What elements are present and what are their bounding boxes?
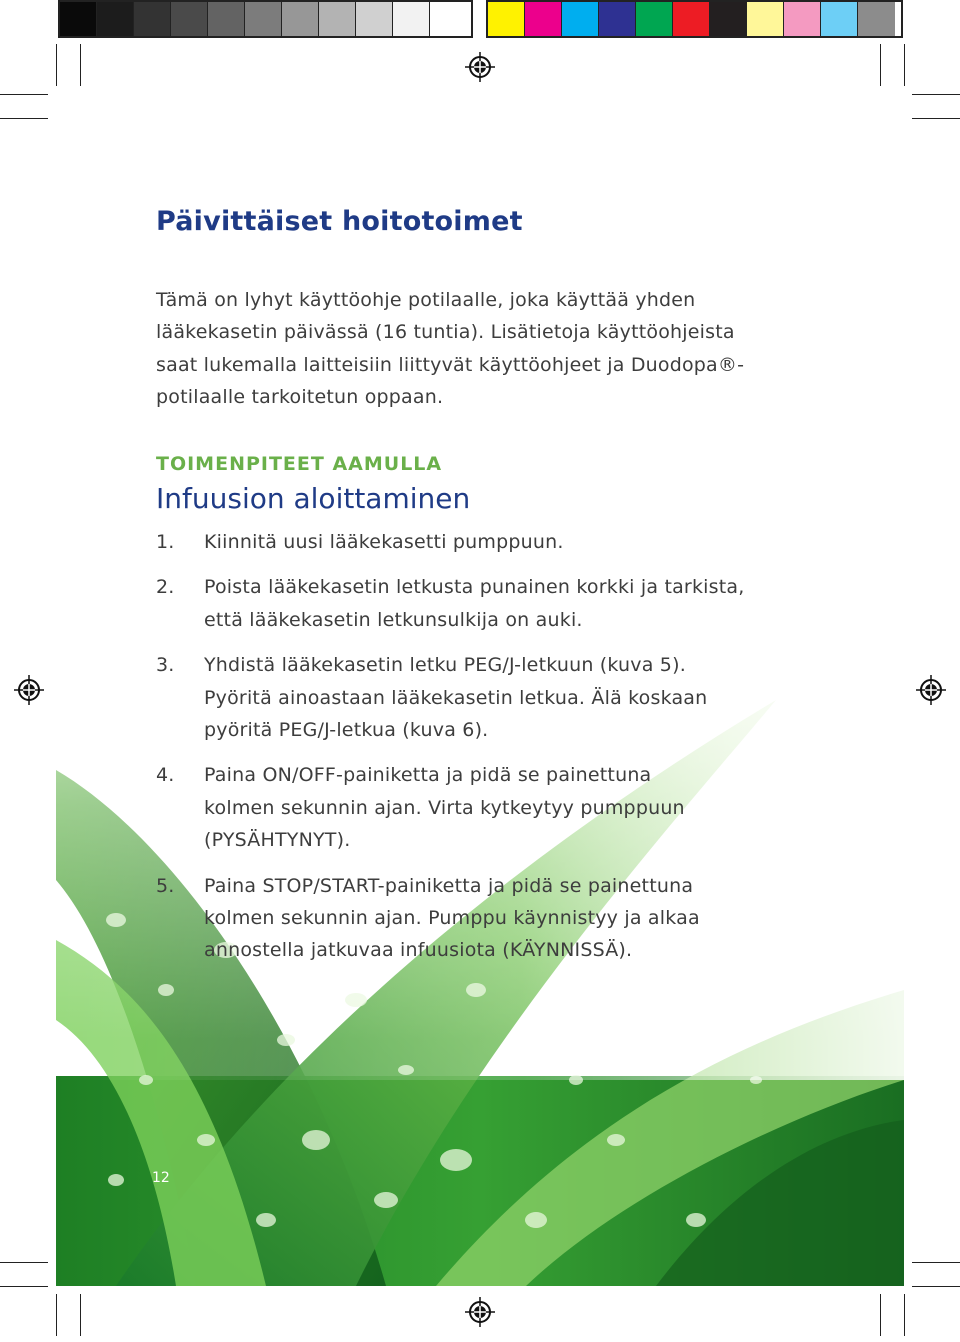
step-number: 3. bbox=[156, 654, 175, 677]
process-color-swatch bbox=[858, 2, 895, 36]
grayscale-swatch bbox=[393, 2, 430, 36]
steps-list bbox=[156, 526, 796, 980]
section-kicker: TOIMENPITEET AAMULLA bbox=[156, 453, 443, 475]
process-color-swatch bbox=[636, 2, 673, 36]
crop-mark bbox=[56, 1294, 57, 1336]
registration-mark-icon bbox=[14, 675, 44, 705]
list-item bbox=[156, 649, 796, 746]
process-color-swatch bbox=[488, 2, 525, 36]
process-color-swatch bbox=[562, 2, 599, 36]
step-text bbox=[204, 759, 794, 856]
crop-mark bbox=[880, 44, 881, 86]
intro-line: lääkekasetin päivässä (16 tuntia). Lisätietoja käyttöohjeista bbox=[156, 321, 735, 344]
grayscale-swatch bbox=[319, 2, 356, 36]
crop-mark bbox=[56, 44, 57, 86]
intro-line: Tämä on lyhyt käyttöohje potilaalle, joka käyttää yhden bbox=[156, 289, 696, 311]
intro-line: saat lukemalla laitteisiin liittyvät käyttöohjeet ja Duodopa®- bbox=[156, 353, 745, 376]
step-line: Poista lääkekasetin letkusta punainen korkki ja tarkista, bbox=[204, 576, 745, 599]
step-line: pyöritä PEG/J-letkua (kuva 6). bbox=[204, 719, 489, 742]
page-number: 12 bbox=[152, 1170, 170, 1186]
process-color-swatch bbox=[525, 2, 562, 36]
section-title: Infuusion aloittaminen bbox=[156, 482, 471, 515]
intro-line: potilaalle tarkoitetun oppaan. bbox=[156, 386, 444, 409]
process-color-control-bar bbox=[486, 0, 903, 38]
grayscale-swatch bbox=[208, 2, 245, 36]
registration-mark-icon bbox=[916, 675, 946, 705]
step-number: 5. bbox=[156, 874, 175, 897]
grayscale-swatch bbox=[171, 2, 208, 36]
registration-mark-icon bbox=[465, 1297, 495, 1327]
process-color-swatch bbox=[784, 2, 821, 36]
list-item bbox=[156, 759, 796, 856]
crop-mark bbox=[0, 118, 48, 119]
grayscale-swatch bbox=[282, 2, 319, 36]
intro-paragraph bbox=[156, 284, 776, 414]
crop-mark bbox=[904, 44, 905, 86]
page-title: Päivittäiset hoitotoimet bbox=[156, 206, 523, 237]
crop-mark bbox=[912, 1262, 960, 1263]
step-line: että lääkekasetin letkunsulkija on auki. bbox=[204, 608, 583, 631]
process-color-swatch bbox=[599, 2, 636, 36]
crop-mark bbox=[80, 1294, 81, 1336]
step-line: Paina STOP/START-painiketta ja pidä se painettuna bbox=[204, 874, 694, 897]
step-line: kolmen sekunnin ajan. Virta kytkeytyy pumppuun bbox=[204, 796, 685, 819]
step-line: kolmen sekunnin ajan. Pumppu käynnistyy ja alkaa bbox=[204, 907, 700, 930]
grayscale-swatch bbox=[60, 2, 97, 36]
process-color-swatch bbox=[710, 2, 747, 36]
process-color-swatch bbox=[821, 2, 858, 36]
step-line: Yhdistä lääkekasetin letku PEG/J-letkuun (kuva 5). bbox=[204, 654, 686, 677]
grayscale-swatch bbox=[134, 2, 171, 36]
grayscale-swatch bbox=[97, 2, 134, 36]
list-item bbox=[156, 526, 796, 558]
step-text bbox=[204, 571, 794, 636]
step-line: Kiinnitä uusi lääkekasetti pumppuun. bbox=[204, 531, 564, 553]
crop-mark bbox=[904, 1294, 905, 1336]
step-line: Paina ON/OFF-painiketta ja pidä se painettuna bbox=[204, 764, 652, 787]
grayscale-swatch bbox=[430, 2, 467, 36]
crop-mark bbox=[880, 1294, 881, 1336]
step-text bbox=[204, 649, 794, 746]
step-number: 2. bbox=[156, 576, 175, 599]
grayscale-swatch bbox=[245, 2, 282, 36]
crop-mark bbox=[912, 94, 960, 95]
crop-mark bbox=[80, 44, 81, 86]
crop-mark bbox=[0, 1262, 48, 1263]
step-text bbox=[204, 526, 794, 558]
crop-mark bbox=[912, 118, 960, 119]
crop-mark bbox=[912, 1286, 960, 1287]
step-text bbox=[204, 870, 794, 967]
step-number: 4. bbox=[156, 764, 175, 787]
list-item bbox=[156, 870, 796, 967]
step-number: 1. bbox=[156, 531, 175, 553]
crop-mark bbox=[0, 94, 48, 95]
list-item bbox=[156, 571, 796, 636]
process-color-swatch bbox=[747, 2, 784, 36]
grayscale-swatch bbox=[356, 2, 393, 36]
process-color-swatch bbox=[673, 2, 710, 36]
registration-mark-icon bbox=[465, 52, 495, 82]
step-line: Pyöritä ainoastaan lääkekasetin letkua. Älä koskaan bbox=[204, 686, 708, 709]
crop-mark bbox=[0, 1286, 48, 1287]
step-line: (PYSÄHTYNYT). bbox=[204, 829, 351, 852]
step-line: annostella jatkuvaa infuusiota (KÄYNNISSÄ). bbox=[204, 939, 633, 962]
grayscale-control-bar bbox=[58, 0, 473, 38]
